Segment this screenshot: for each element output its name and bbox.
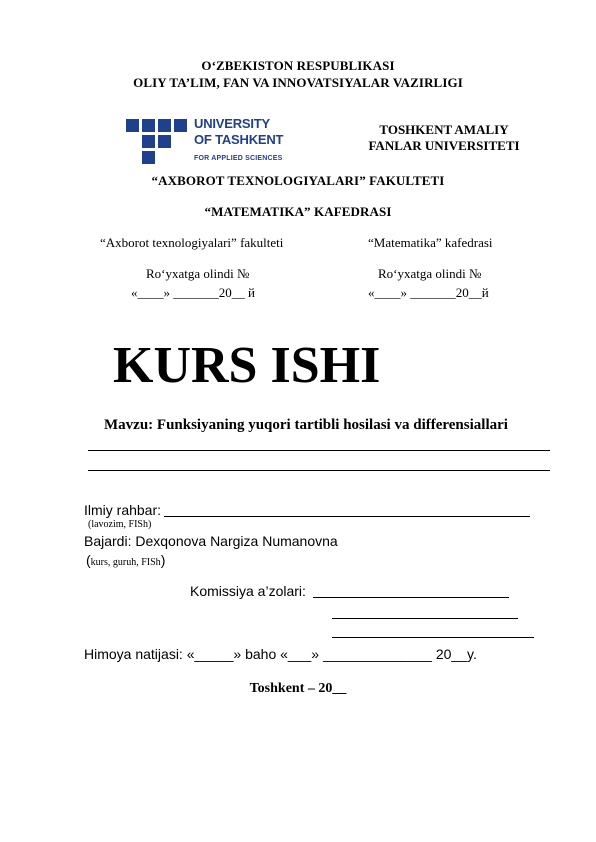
supervisor-label: Ilmiy rahbar:	[84, 502, 162, 518]
commission-line-1	[313, 597, 509, 598]
university-logo	[126, 117, 286, 165]
receipt-right-date: «____» _______20__й	[368, 285, 489, 300]
author-label: Bajardi: Dexqonova Nargiza Numanovna	[84, 533, 338, 549]
department-title: “MATEMATIKA” KAFEDRASI	[204, 204, 392, 219]
document-title: KURS ISHI	[113, 337, 381, 394]
receipt-left-unit: “Axborot texnologiyalari” fakulteti	[100, 235, 284, 250]
receipt-left-received: Ro‘yxatga olindi №	[146, 266, 250, 281]
supervisor-note: (lavozim, FISh)	[88, 519, 152, 530]
logo-line-1: UNIVERSITY	[194, 116, 271, 131]
author-note-close: )	[160, 552, 166, 568]
author-note-text: kurs, guruh, FISh	[90, 557, 161, 568]
topic-underline-2	[88, 470, 550, 471]
logo-line-2: OF TASHKENT	[194, 132, 284, 147]
receipt-right-unit: “Matematika” kafedrasi	[368, 235, 493, 250]
logo-mark-icon	[126, 117, 190, 165]
ministry-line-2: OLIY TA’LIM, FAN VA INNOVATSIYALAR VAZIRLIGI	[133, 75, 463, 90]
author-note	[86, 552, 165, 570]
author-note-open: (	[86, 552, 91, 568]
topic-underline-1	[88, 450, 550, 451]
defense-result: Himoya natijasi: «_____» baho «___» ______________ 20__y.	[84, 646, 477, 662]
footer-city-year	[0, 681, 596, 697]
supervisor-underline	[164, 516, 530, 517]
faculty-title: “AXBOROT TEXNOLOGIYALARI” FAKULTETI	[151, 173, 445, 188]
university-name-line-2: FANLAR UNIVERSITETI	[368, 138, 520, 153]
topic-line: Mavzu: Funksiyaning yuqori tartibli hosilasi va differensiallari	[104, 417, 508, 433]
logo-wordmark	[194, 117, 283, 147]
footer-city: Toshkent – 20	[249, 681, 333, 696]
receipt-right-received: Ro‘yxatga olindi №	[378, 266, 482, 281]
ministry-line-1: O‘ZBEKISTON RESPUBLIKASI	[201, 58, 395, 73]
commission-label: Komissiya a’zolari:	[190, 583, 306, 599]
receipt-left-date: «____» _______20__ й	[131, 285, 255, 300]
commission-line-3	[332, 637, 534, 638]
logo-subtitle: FOR APPLIED SCIENCES	[194, 155, 283, 162]
university-name-line-1: TOSHKENT AMALIY	[379, 122, 509, 137]
footer-year-blank: __	[332, 681, 347, 696]
commission-line-2	[332, 618, 518, 619]
